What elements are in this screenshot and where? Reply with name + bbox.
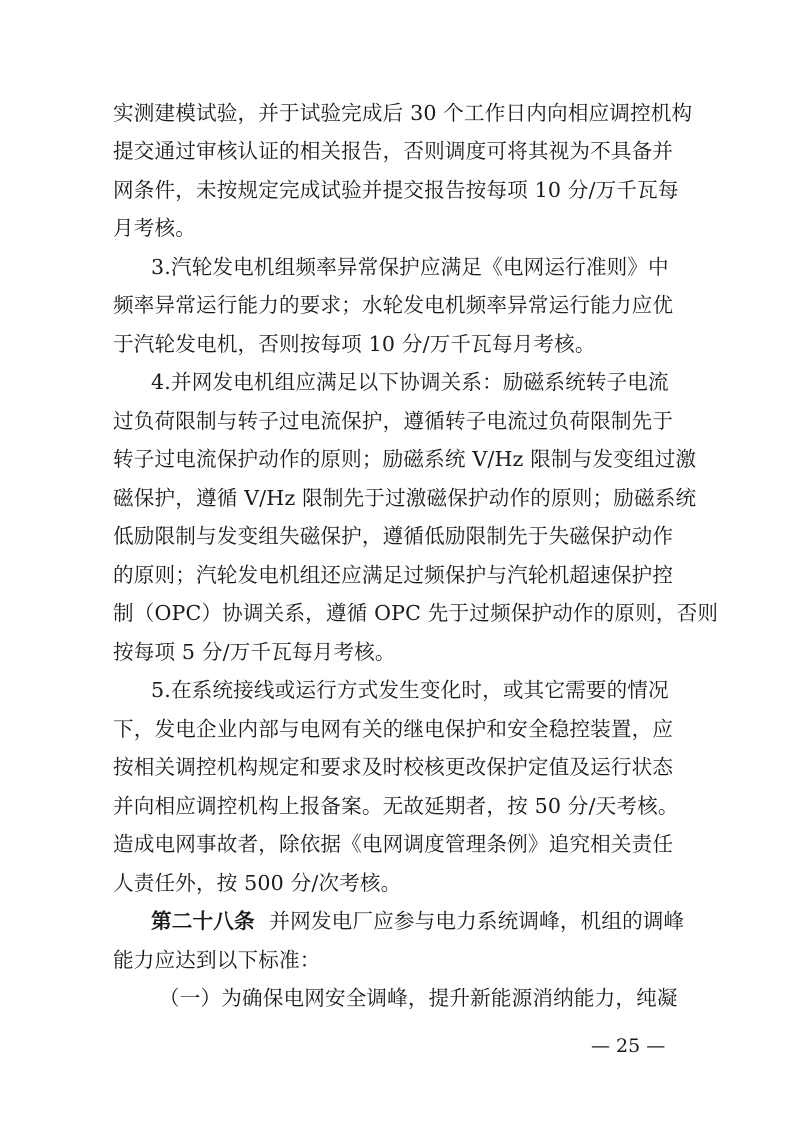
paragraph-3-first-line: 3.汽轮发电机组频率异常保护应满足《电网运行准则》中	[151, 255, 669, 279]
body-line: 网条件，未按规定完成试验并提交报告按每项 10 分/万千瓦每	[113, 178, 679, 202]
page-number: — 25 —	[591, 1035, 666, 1057]
paragraph-5-first-line: 5.在系统接线或运行方式发生变化时，或其它需要的情况	[151, 678, 669, 702]
body-line: 于汽轮发电机，否则按每项 10 分/万千瓦每月考核。	[113, 332, 596, 356]
body-line: 造成电网事故者，除依据《电网调度管理条例》追究相关责任	[113, 832, 674, 856]
body-line: 并向相应调控机构上报备案。无故延期者，按 50 分/天考核。	[113, 794, 679, 818]
body-line: 人责任外，按 500 分/次考核。	[113, 871, 402, 895]
body-line: 的原则；汽轮发电机组还应满足过频保护与汽轮机超速保护控	[113, 563, 674, 587]
body-line: 频率异常运行能力的要求；水轮发电机频率异常运行能力应优	[113, 293, 674, 317]
article-28-line	[151, 904, 684, 938]
item-one-line: （一）为确保电网安全调峰，提升新能源消纳能力，纯凝	[159, 986, 678, 1010]
article-heading: 第二十八条	[151, 909, 255, 933]
body-line: 按每项 5 分/万千瓦每月考核。	[113, 640, 396, 664]
body-line: 转子过电流保护动作的原则；励磁系统 V/Hz 限制与发变组过激	[113, 447, 697, 471]
body-line: 制（OPC）协调关系，遵循 OPC 先于过频保护动作的原则，否则	[113, 601, 719, 625]
body-line: 过负荷限制与转子过电流保护，遵循转子电流过负荷限制先于	[113, 409, 674, 433]
body-line: 低励限制与发变组失磁保护，遵循低励限制先于失磁保护动作	[113, 524, 674, 548]
body-line: 实测建模试验，并于试验完成后 30 个工作日内向相应调控机构	[113, 101, 693, 125]
body-line: 按相关调控机构规定和要求及时校核更改保护定值及运行状态	[113, 755, 674, 779]
body-line: 磁保护，遵循 V/Hz 限制先于过激磁保护动作的原则；励磁系统	[113, 486, 697, 510]
body-line: 下，发电企业内部与电网有关的继电保护和安全稳控装置，应	[113, 717, 674, 741]
article-text: 并网发电厂应参与电力系统调峰，机组的调峰	[269, 909, 685, 933]
article-continuation: 能力应达到以下标准：	[113, 948, 321, 972]
body-line: 提交通过审核认证的相关报告，否则调度可将其视为不具备并	[113, 139, 674, 163]
body-line: 月考核。	[113, 216, 196, 240]
paragraph-4-first-line: 4.并网发电机组应满足以下协调关系：励磁系统转子电流	[151, 370, 669, 394]
